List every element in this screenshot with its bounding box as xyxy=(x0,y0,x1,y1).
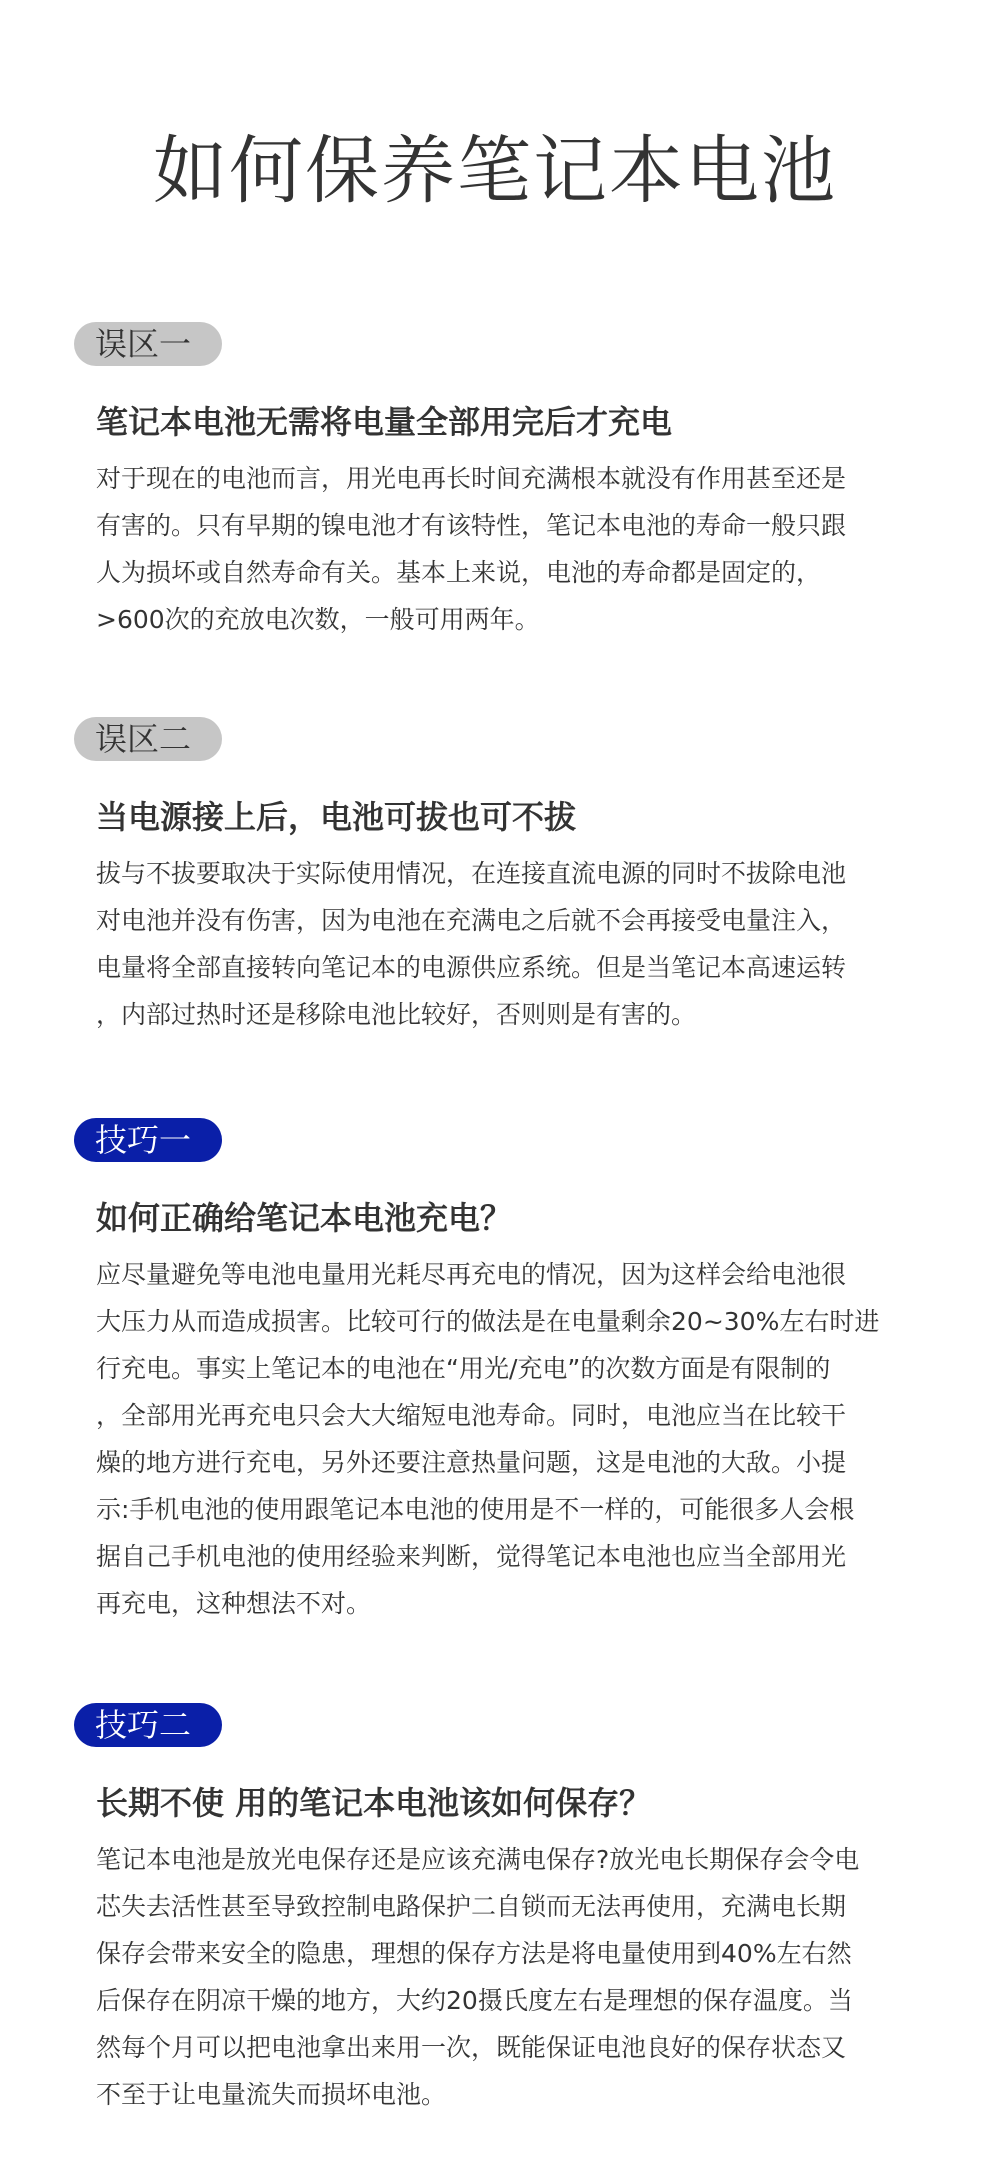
section-heading: 如何正确给笔记本电池充电？ xyxy=(96,1199,513,1237)
body-line: ，内部过热时还是移除电池比较好，否则则是有害的。 xyxy=(96,1000,697,1029)
body-line: 芯失去活性甚至导致控制电路保护二自锁而无法再使用，充满电长期 xyxy=(96,1892,847,1921)
body-line: 对于现在的电池而言，用光电再长时间充满根本就没有作用甚至还是 xyxy=(96,464,847,493)
body-line: 有害的。只有早期的镍电池才有该特性，笔记本电池的寿命一般只跟 xyxy=(96,511,847,540)
body-line: 拔与不拔要取决于实际使用情况，在连接直流电源的同时不拔除电池 xyxy=(96,859,847,888)
body-line: 应尽量避免等电池电量用光耗尽再充电的情况，因为这样会给电池很 xyxy=(96,1260,847,1289)
body-line: 对电池并没有伤害，因为电池在充满电之后就不会再接受电量注入， xyxy=(96,906,847,935)
body-line: 再充电，这种想法不对。 xyxy=(96,1589,372,1618)
body-line: 后保存在阴凉干燥的地方，大约20摄氏度左右是理想的保存温度。当 xyxy=(96,1986,853,2015)
section-body xyxy=(96,455,916,643)
section-badge: 技巧二 xyxy=(74,1703,222,1747)
body-line: 保存会带来安全的隐患，理想的保存方法是将电量使用到40%左右然 xyxy=(96,1939,852,1968)
body-line: ，全部用光再充电只会大大缩短电池寿命。同时，电池应当在比较干 xyxy=(96,1401,847,1430)
section-heading: 当电源接上后，电池可拔也可不拔 xyxy=(96,798,577,836)
section-heading: 笔记本电池无需将电量全部用完后才充电 xyxy=(96,403,673,441)
body-line: 电量将全部直接转向笔记本的电源供应系统。但是当笔记本高速运转 xyxy=(96,953,847,982)
section-body xyxy=(96,850,916,1038)
body-line: 不至于让电量流失而损坏电池。 xyxy=(96,2080,447,2109)
body-line: >600次的充放电次数，一般可用两年。 xyxy=(96,605,540,634)
body-line: 笔记本电池是放光电保存还是应该充满电保存?放光电长期保存会令电 xyxy=(96,1845,860,1874)
body-line: 燥的地方进行充电，另外还要注意热量问题，这是电池的大敌。小提 xyxy=(96,1448,847,1477)
body-line: 行充电。事实上笔记本的电池在“用光/充电”的次数方面是有限制的 xyxy=(96,1354,831,1383)
page-title: 如何保养笔记本电池 xyxy=(153,128,837,214)
section-body xyxy=(96,1251,916,1627)
body-line: 大压力从而造成损害。比较可行的做法是在电量剩余20~30%左右时进 xyxy=(96,1307,880,1336)
section-badge: 误区一 xyxy=(74,322,222,366)
body-line: 示:手机电池的使用跟笔记本电池的使用是不一样的，可能很多人会根 xyxy=(96,1495,855,1524)
section-heading: 长期不使 用的笔记本电池该如何保存？ xyxy=(96,1784,652,1822)
body-line: 人为损坏或自然寿命有关。基本上来说，电池的寿命都是固定的， xyxy=(96,558,822,587)
section-body xyxy=(96,1836,916,2118)
body-line: 然每个月可以把电池拿出来用一次，既能保证电池良好的保存状态又 xyxy=(96,2033,847,2062)
section-badge: 误区二 xyxy=(74,717,222,761)
section-badge: 技巧一 xyxy=(74,1118,222,1162)
body-line: 据自己手机电池的使用经验来判断，觉得笔记本电池也应当全部用光 xyxy=(96,1542,847,1571)
